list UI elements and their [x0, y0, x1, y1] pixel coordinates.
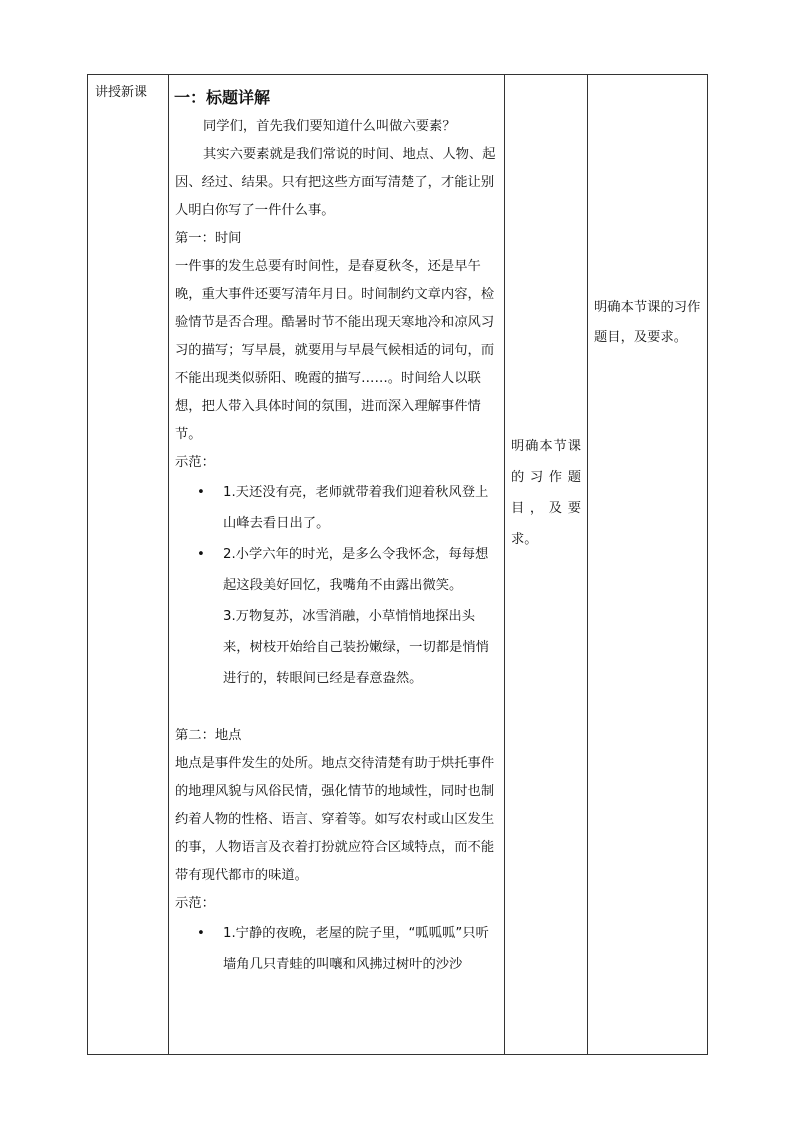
time-body: 一件事的发生总要有时间性，是春夏秋冬，还是早午晚，重大事件还要写清年月日。时间制约文章内容，检验情节是否合理。酷暑时节不能出现天寒地冷和凉风习习的描写；写早晨，就要用与早晨气候相适的词句，而不能出现类似骄阳、晚霞的描写……。时间给人以联想，把人带入具体时间的氛围，进而深入理解事件情节。: [175, 259, 495, 442]
place-title: 第二：地点: [175, 728, 242, 743]
place-example-label: 示范：: [175, 896, 215, 911]
bullet-icon: •: [197, 547, 205, 562]
content-cell: [169, 75, 505, 1055]
list-item: [175, 539, 498, 601]
intro-paragraph: 其实六要素就是我们常说的时间、地点、人物、起因、经过、结果。只有把这些方面写清楚了，才能让别人明白你写了一件什么事。: [175, 147, 496, 218]
place-body: 地点是事件发生的处所。地点交待清楚有助于烘托事件的地理风貌与风俗民情，强化情节的地域性，同时也制约着人物的性格、语言、穿着等。如写农村或山区发生的事，人物语言及衣着打扮就应符合区域特点，而不能带有现代都市的味道。: [175, 756, 495, 883]
objective-text-col4: 明确本节课的习作题目，及要求。: [594, 300, 701, 345]
list-item: [175, 918, 498, 980]
bullet-icon: •: [197, 485, 205, 500]
lesson-plan-table: [87, 74, 708, 1055]
list-item: [175, 477, 498, 539]
stage-cell: 讲授新课: [88, 75, 169, 1055]
teacher-activity-cell: [505, 75, 588, 1055]
intro-question: 同学们，首先我们要知道什么叫做六要素？: [203, 119, 456, 134]
objective-text-col3: 明确本节课的习作题目，及要求。: [511, 438, 581, 547]
design-intent-cell: [588, 75, 708, 1055]
time-example-label: 示范：: [175, 455, 215, 470]
time-title: 第一：时间: [175, 231, 242, 246]
time-example-3: 3.万物复苏，冰雪消融，小草悄悄地探出头来，树枝开始给自己装扮嫩绿，一切都是悄悄进行的，转眼间已经是春意盎然。: [223, 609, 489, 686]
place-example-1: 1.宁静的夜晚，老屋的院子里，“呱呱呱”只听墙角几只青蛙的叫嚷和风拂过树叶的沙沙: [223, 926, 489, 972]
spacer: [175, 694, 498, 722]
time-example-1: 1.天还没有亮，老师就带着我们迎着秋风登上山峰去看日出了。: [223, 485, 489, 531]
bullet-icon: •: [197, 926, 205, 941]
time-example-2: 2.小学六年的时光，是多么令我怀念，每每想起这段美好回忆，我嘴角不由露出微笑。: [223, 547, 489, 593]
section-heading: 一：标题详解: [174, 88, 271, 107]
